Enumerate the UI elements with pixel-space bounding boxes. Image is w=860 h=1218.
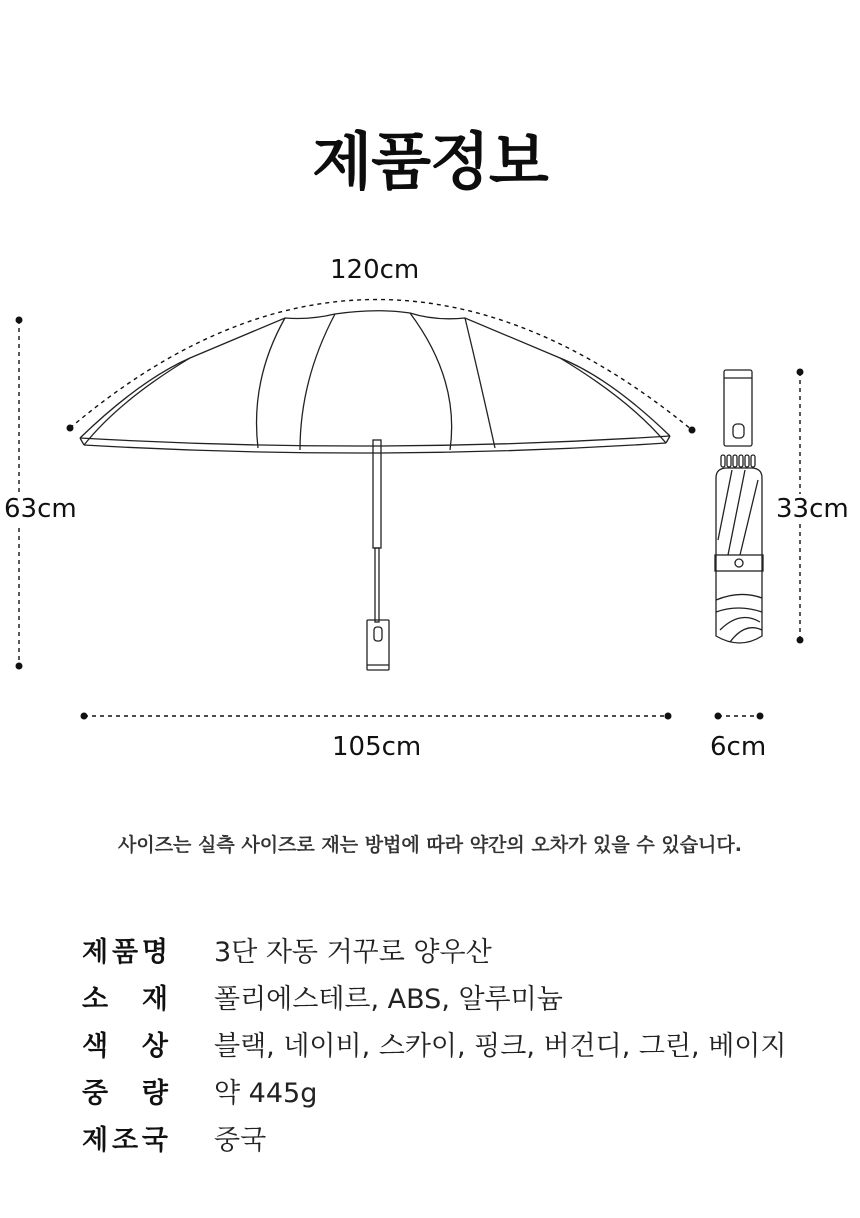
folded-width-label: 6cm (706, 732, 770, 762)
spec-label: 제 품 명 (82, 937, 168, 968)
open-umbrella-drawing (80, 311, 670, 670)
spec-value: 약 445g (214, 1078, 318, 1109)
size-notice: 사이즈는 실측 사이즈로 재는 방법에 따라 약간의 오차가 있을 수 있습니다. (118, 834, 742, 856)
folded-length-label: 33cm (776, 494, 849, 524)
spec-value: 블랙, 네이비, 스카이, 핑크, 버건디, 그린, 베이지 (214, 1031, 787, 1062)
spec-row-origin (82, 1114, 786, 1161)
page-title: 제품정보 (312, 125, 548, 198)
spec-label: 제 조 국 (82, 1125, 168, 1156)
open-width-label: 105cm (328, 732, 425, 762)
dimension-lines (19, 299, 800, 716)
spec-value: 3단 자동 거꾸로 양우산 (214, 937, 492, 968)
spec-row-material (82, 973, 786, 1020)
open-height-label: 63cm (4, 494, 77, 524)
spec-label: 색 상 (82, 1031, 168, 1062)
dimension-endpoints (16, 317, 804, 720)
spec-label: 소 재 (82, 984, 168, 1015)
spec-table (82, 926, 786, 1161)
folded-umbrella-drawing (715, 370, 763, 643)
spec-row-weight (82, 1067, 786, 1114)
spec-value: 폴리에스테르, ABS, 알루미늄 (214, 984, 563, 1015)
spec-row-name (82, 926, 786, 973)
open-arc-label: 120cm (326, 255, 423, 285)
spec-label: 중 량 (82, 1078, 168, 1109)
arc-dimension-line (70, 299, 692, 430)
spec-value: 중국 (214, 1125, 267, 1156)
spec-row-color (82, 1020, 786, 1067)
